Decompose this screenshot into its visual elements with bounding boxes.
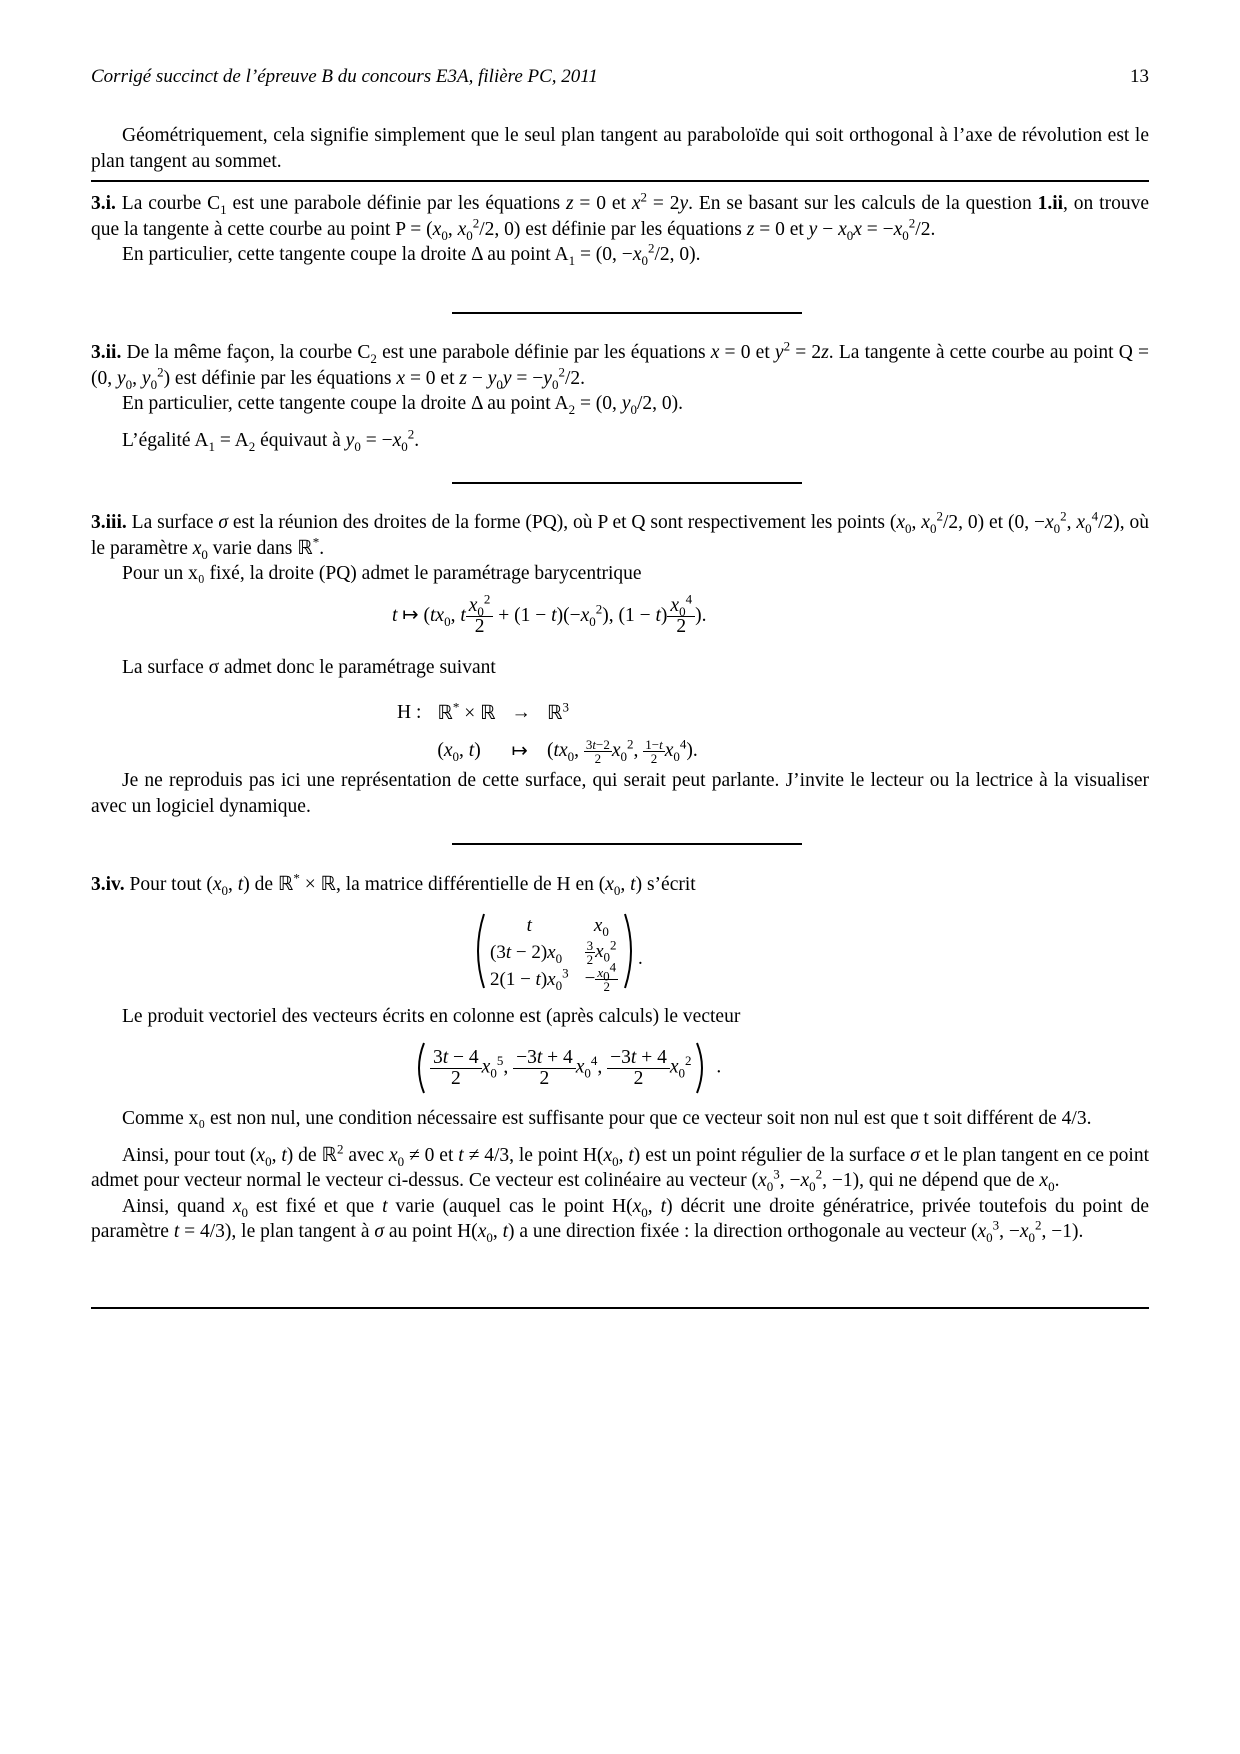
section-3i-text-e: En particulier, cette tangente coupe la droite Δ au point A <box>122 244 569 265</box>
section-3ii-paragraph-3: L’égalité $A_1 = A_2$ équivaut à $y_0 = -x_0^2$. <box>122 426 420 454</box>
section-3i-ref: 1.ii <box>1037 193 1064 214</box>
barycentric-parametrization: t ↦ ($tx_0$, t $\frac{x_0^2}{2}$ + $(1 - t)(-x_0^2)$, (1 − t) $\frac{x_0^4}{2}$ ). <box>392 591 707 637</box>
parametrization-table: H : ℝ* × ℝ → ℝ$^3$ ($x_0$, t) ↦ ($tx_0$, $\frac{3t-2}{2}$ $x_0^2$, $\frac{1-t}{2}$ $x_0^4$). <box>397 699 698 766</box>
section-3iv-paragraph-2: Le produit vectoriel des vecteurs écrits en colonne est (après calculs) le vecteur <box>122 1006 741 1027</box>
section-3iii <box>91 510 1149 587</box>
separator-rule <box>452 312 802 314</box>
section-3i <box>91 191 1149 268</box>
section-3iii-paragraph-1: 3.iii. La surface σ est la réunion des droites de la forme (PQ), où P et Q sont respectivement les points ($x_0$, $x_0^2/2$, 0) et (0, $-x_0^2$, $x_0^4/2$), où le paramètre $x_0$ varie dans ℝ*. <box>91 508 1150 562</box>
section-3iv-text-2 <box>91 1004 1149 1030</box>
section-3iii-paragraph-3: La surface σ admet donc le paramétrage suivant <box>122 657 496 678</box>
intro-text: Géométriquement, cela signifie simplement que le seul plan tangent au paraboloïde qui soit orthogonal à l’axe de révolution est le plan tangent au sommet. <box>91 125 1149 172</box>
section-3i-text-b: est une parabole définie par les équations <box>226 193 566 214</box>
surface-parametrization <box>395 693 714 771</box>
jacobian-matrix: t $x_0$ $(3t - 2)x_0$ $\frac{3}{2}$ $x_0^2$ $2(1 - t)x_0^3$ − $\frac{x_0^4}{2}$ . <box>470 910 650 992</box>
section-3iv-paragraph-4: Ainsi, pour tout ($x_0$, t) de ℝ$^2$ avec $x_0 \ne 0$ et t ≠ 4/3, le point $H(x_0$, t) est un point régulier de la surface σ et le plan tangent en ce point admet pour vecteur normal le vecteur ci-dessus. Ce vecteur est colinéaire au vecteur ($x_0^3$, $-x_0^2$, −1), qui ne dépend que de $x_0$. <box>91 1141 1150 1194</box>
section-3iii-paragraph-2: Pour un x₀ fixé, la droite (PQ) admet le paramétrage barycentrique <box>122 563 642 584</box>
section-3i-text-a: La courbe C <box>115 193 221 214</box>
separator-rule <box>452 843 802 845</box>
section-3ii-text-b: En particulier, cette tangente coupe la droite Δ au point A <box>122 393 569 414</box>
section-3i-paragraph-2: En particulier, cette tangente coupe la droite Δ au point $A_1 = (0$, $-x_0^2/2$, 0). <box>122 240 701 268</box>
separator-rule <box>452 482 802 484</box>
section-3iii-text-3 <box>91 768 1149 819</box>
document-title: Corrigé succinct de l’épreuve B du concours E3A, filière PC, 2011 <box>91 66 598 87</box>
section-3iii-paragraph-4: Je ne reproduis pas ici une représentation de cette surface, qui serait peut parlante. J’invite le lecteur ou la lectrice à la visualiser avec un logiciel dynamique. <box>91 770 1149 817</box>
section-3iv-paragraph-3: Comme x₀ est non nul, une condition nécessaire est suffisante pour que ce vecteur soit non nul est que t soit différent de 4/3. <box>122 1108 1092 1129</box>
section-3iv-paragraph-1: 3.iv. Pour tout ($x_0$, t) de ℝ* × ℝ, la matrice différentielle de H en ($x_0$, t) s’écrit <box>91 870 696 898</box>
cross-product-vector: $\frac{3t - 4}{2}$ $x_0^5$, $\frac{-3t + 4}{2}$ $x_0^4$, $\frac{-3t + 4}{2}$ $x_0^2$ . <box>410 1040 721 1096</box>
right-paren <box>691 1040 711 1096</box>
section-3iv-label: 3.iv. <box>91 874 125 895</box>
section-3iv-text-3 <box>91 1106 1149 1245</box>
section-3iii-label: 3.iii. <box>91 512 127 533</box>
section-3ii-text-a: De la même façon, la courbe C <box>121 342 371 363</box>
section-3i-paragraph-1: 3.i. La courbe $C_1$ est une parabole définie par les équations z = 0 et $x^2 = 2y$. En se basant sur les calculs de la question 1.ii, on trouve que la tangente à cette courbe au point $P = (x_0$, $x_0^2/2$, 0) est définie par les équations z = 0 et $y - x_0x = -x_0^2/2$. <box>91 189 1149 243</box>
left-paren <box>410 1040 430 1096</box>
section-3i-text-d: , on trouve que la tangente à cette courbe au point P = <box>91 193 1149 240</box>
intro-paragraph <box>91 123 1149 174</box>
section-3ii <box>91 340 1149 453</box>
running-header <box>91 66 1149 92</box>
section-3i-label: 3.i. <box>91 193 116 214</box>
section-rule <box>91 180 1149 182</box>
page-number: 13 <box>1130 66 1149 87</box>
matrix-entries: t $x_0$ $(3t - 2)x_0$ $\frac{3}{2}$ $x_0^2$ $2(1 - t)x_0^3$ − $\frac{x_0^4}{2}$ <box>490 914 617 994</box>
section-rule <box>91 1307 1149 1309</box>
section-3iii-text-2 <box>91 655 1149 681</box>
section-3ii-text-c: L’égalité A <box>122 429 209 451</box>
section-3iv <box>91 872 1149 898</box>
section-3ii-paragraph-2: En particulier, cette tangente coupe la droite Δ au point $A_2 = (0$, $y_0/2$, 0). <box>122 393 684 417</box>
section-3ii-paragraph-1: 3.ii. De la même façon, la courbe $C_2$ est une parabole définie par les équations x = 0 et $y^2 = 2z$. La tangente à cette courbe au point Q = (0, $y_0$, $y_0^2$) est définie par les équations x = 0 et $z - y_0y = -y_0^2/2$. <box>91 338 1149 392</box>
section-3iv-paragraph-5: Ainsi, quand $x_0$ est fixé et que t varie (auquel cas le point $H(x_0$, t) décrit une droite génératrice, privée toutefois du point de paramètre t = 4/3), le plan tangent à σ au point $H(x_0$, t) a une direction fixée : la direction orthogonale au vecteur ($x_0^3$, $-x_0^2$, −1). <box>91 1195 1149 1245</box>
section-3ii-label: 3.ii. <box>91 342 122 363</box>
section-3i-text-c: question <box>965 193 1038 214</box>
